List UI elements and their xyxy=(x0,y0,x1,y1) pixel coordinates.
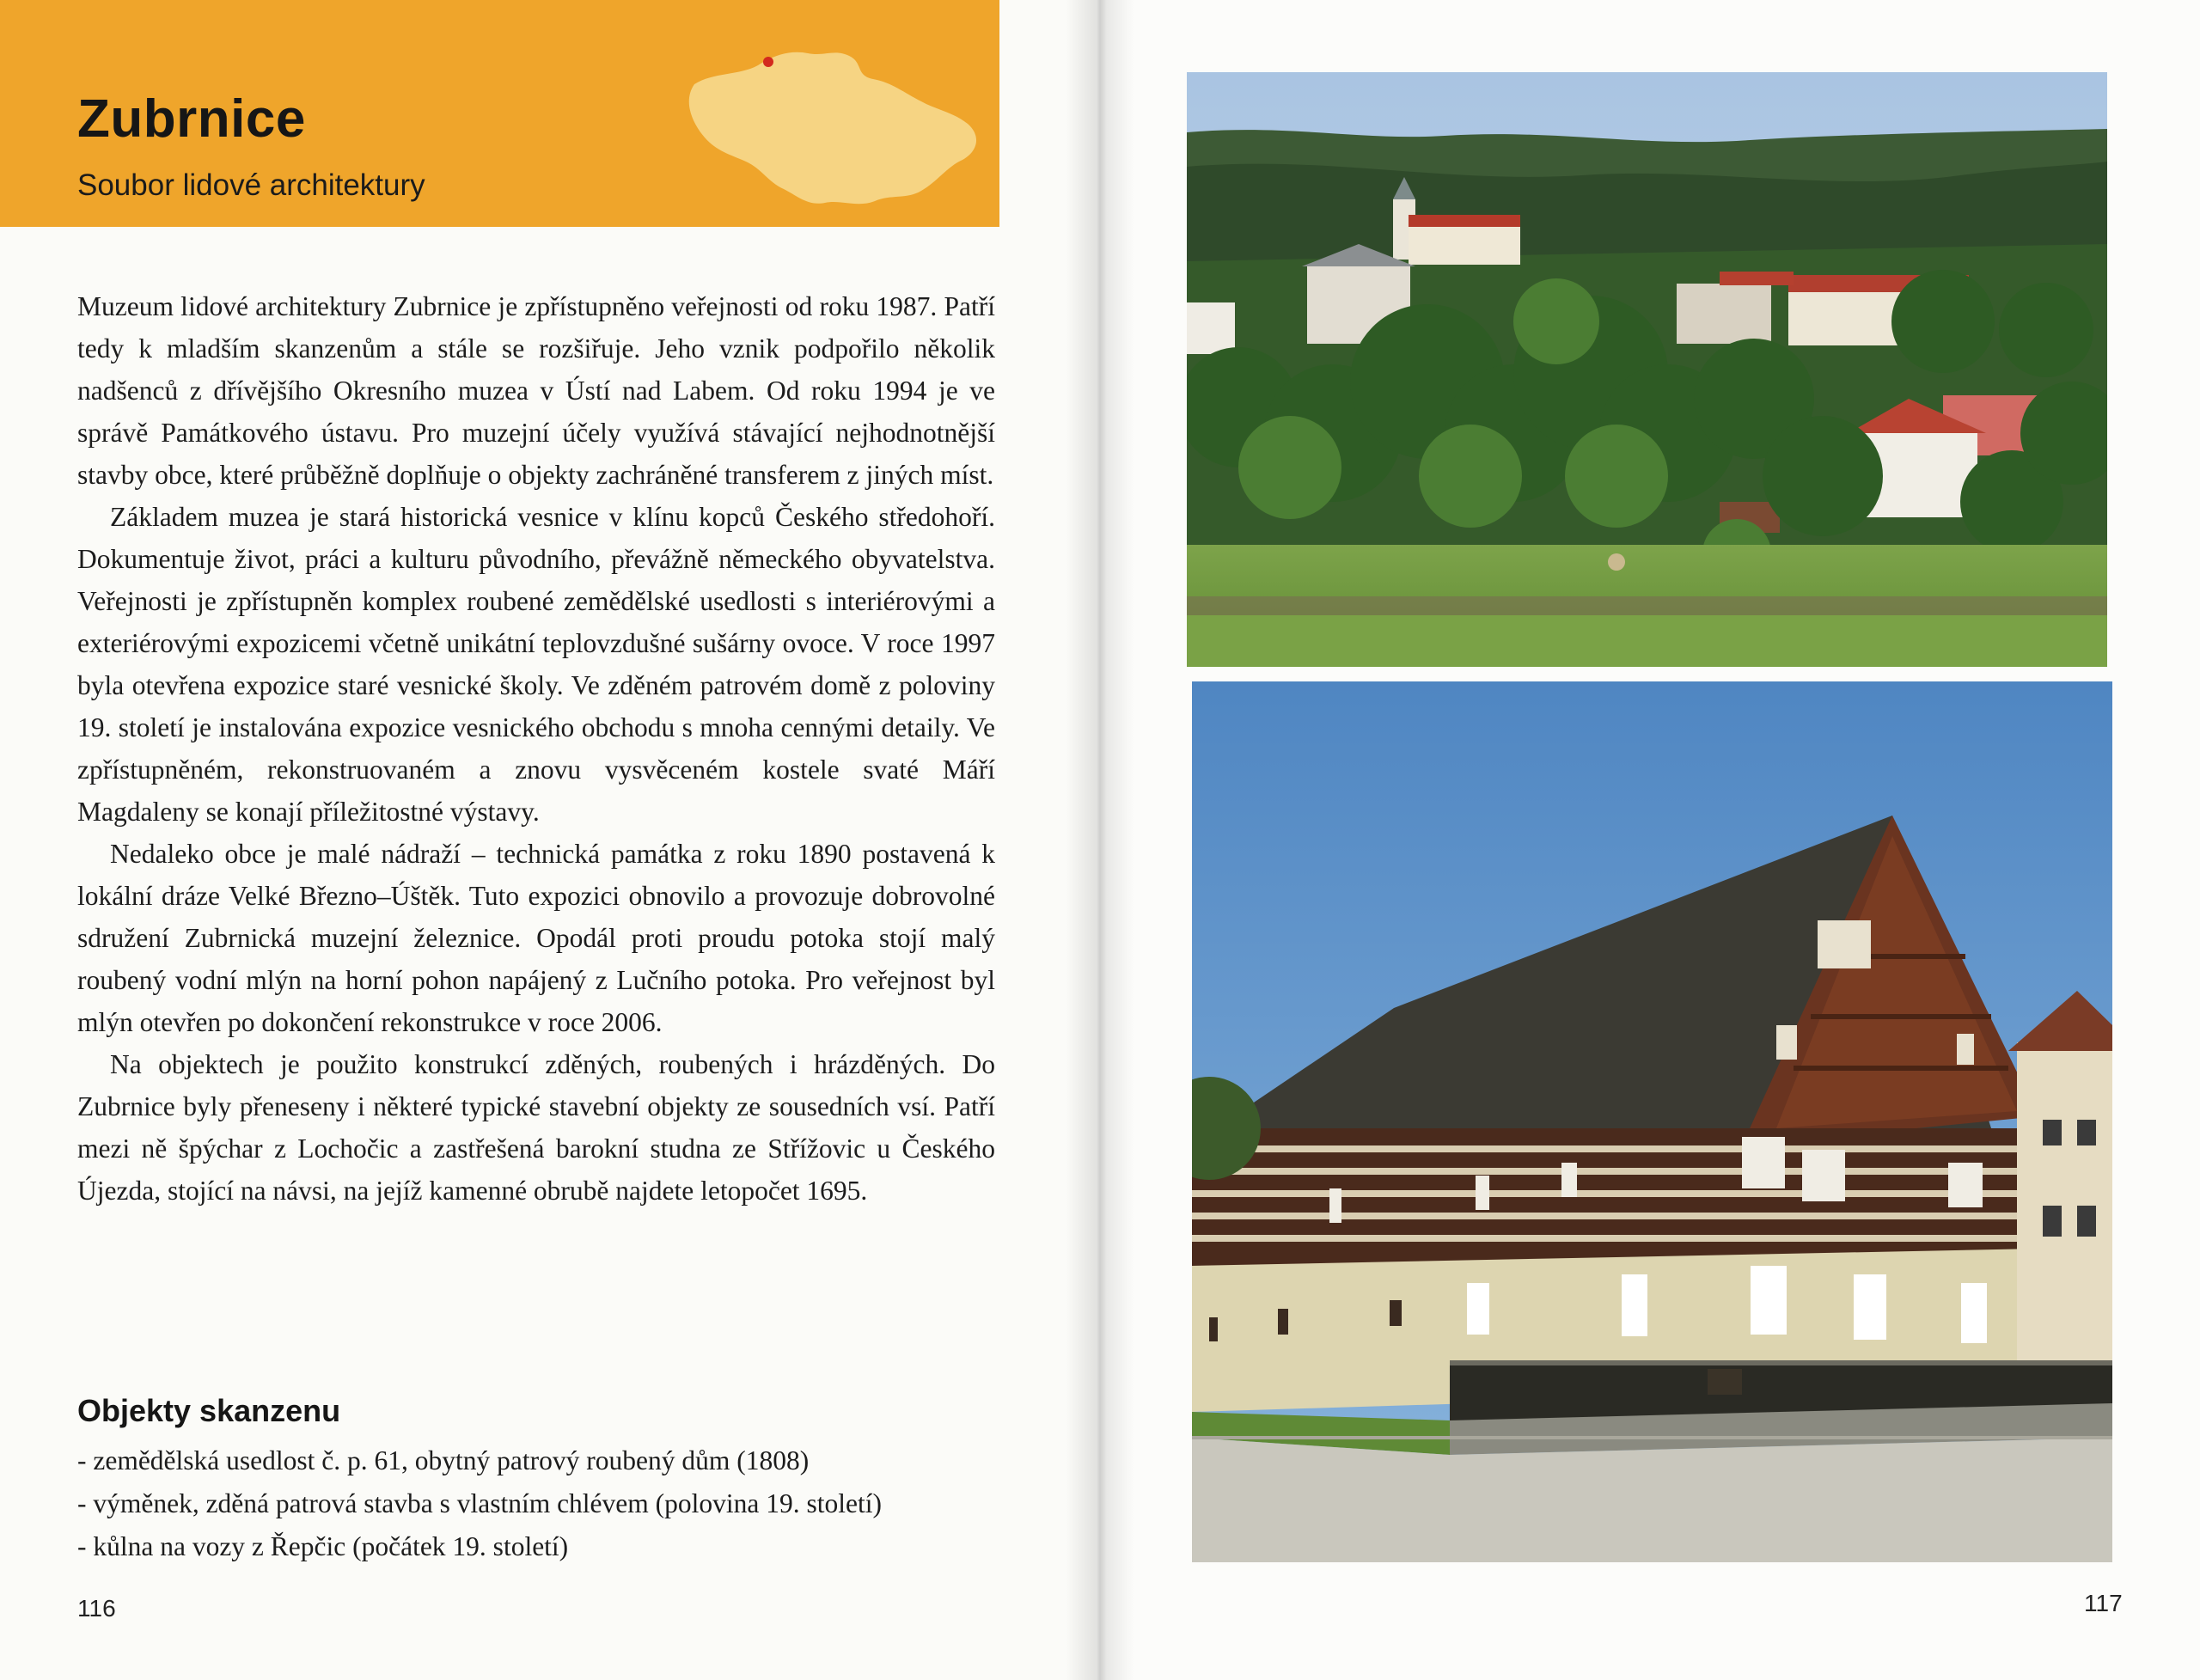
right-page xyxy=(1096,0,2200,1680)
page-number-left: 116 xyxy=(77,1595,116,1622)
page-subtitle: Soubor lidové architektury xyxy=(77,168,425,202)
paragraph-4: Na objektech je použito konstrukcí zděných, roubených i hrázděných. Do Zubrnice byly přeneseny i některé typické stavební objekty ze sousedních vsí. Patří mezi ně špýchar z Lochočic a zastřešená barokní studna ze Střížovic u Českého Újezda, stojící na návsi, na jejíž kamenné obrubě najdete letopočet 1695. xyxy=(77,1049,995,1206)
article-body xyxy=(77,285,995,1212)
paragraph-1: Muzeum lidové architektury Zubrnice je zpřístupněno veřejnosti od roku 1987. Patří tedy k mladším skanzenům a stále se rozšiřuje. Jeho vznik podpořilo několik nadšenců z dřívějšího Okresního muzea v Ústí nad Labem. Od roku 1994 je ve správě Památkového ústavu. Pro muzejní účely využívá stávající nejhodnotnější stavby obce, které průběžně doplňuje o objekty zachráněné transferem z jiných míst. xyxy=(77,291,995,490)
paragraph-3: Nedaleko obce je malé nádraží – technická památka z roku 1890 postavená k lokální dráze Velké Březno–Úštěk. Tuto expozici obnovilo a provozuje dobrovolné sdružení Zubrnická muzejní železnice. Opodál proti proudu potoka stojí malý roubený vodní mlýn na horní pohon napájený z Lučního potoka. Pro veřejnost byl mlýn otevřen po dokončení rekonstrukce v roce 2006. xyxy=(77,839,995,1037)
section-heading: Objekty skanzenu xyxy=(77,1393,341,1428)
village-landscape-photo xyxy=(1187,72,2107,667)
farmhouse-image xyxy=(1192,681,2112,1562)
czech-map-shape xyxy=(689,52,976,204)
list-item: - zemědělská usedlost č. p. 61, obytný patrový roubený dům (1808) xyxy=(77,1445,810,1475)
list-item: - kůlna na vozy z Řepčic (počátek 19. století) xyxy=(77,1531,569,1561)
village-landscape-image xyxy=(1187,72,2107,667)
location-marker xyxy=(763,57,773,67)
left-page xyxy=(0,0,1096,1680)
czech-map-icon xyxy=(679,31,988,211)
objects-list xyxy=(77,1439,1023,1568)
list-item: - výměnek, zděná patrová stavba s vlastním chlévem (polovina 19. století) xyxy=(77,1488,882,1518)
paragraph-2: Základem muzea je stará historická vesnice v klínu kopců Českého středohoří. Dokumentuje život, práci a kulturu původního, převážně německého obyvatelstva. Veřejnosti je zpřístupněn komplex roubené zemědělské usedlosti s interiérovými a exteriérovými expozicemi včetně unikátní teplovzdušné sušárny ovoce. V roce 1997 byla otevřena expozice staré vesnické školy. Ve zděném patrovém domě z poloviny 19. století je instalována expozice vesnického obchodu s mnoha cennými detaily. Ve zpřístupněném, rekonstruovaném a znovu vysvěceném kostele svaté Máří Magdaleny se konají příležitostné výstavy. xyxy=(77,502,995,827)
page-number-right: 117 xyxy=(2084,1590,2123,1616)
page-title: Zubrnice xyxy=(77,89,306,149)
header-banner xyxy=(0,0,999,227)
farmhouse-photo xyxy=(1192,681,2112,1562)
